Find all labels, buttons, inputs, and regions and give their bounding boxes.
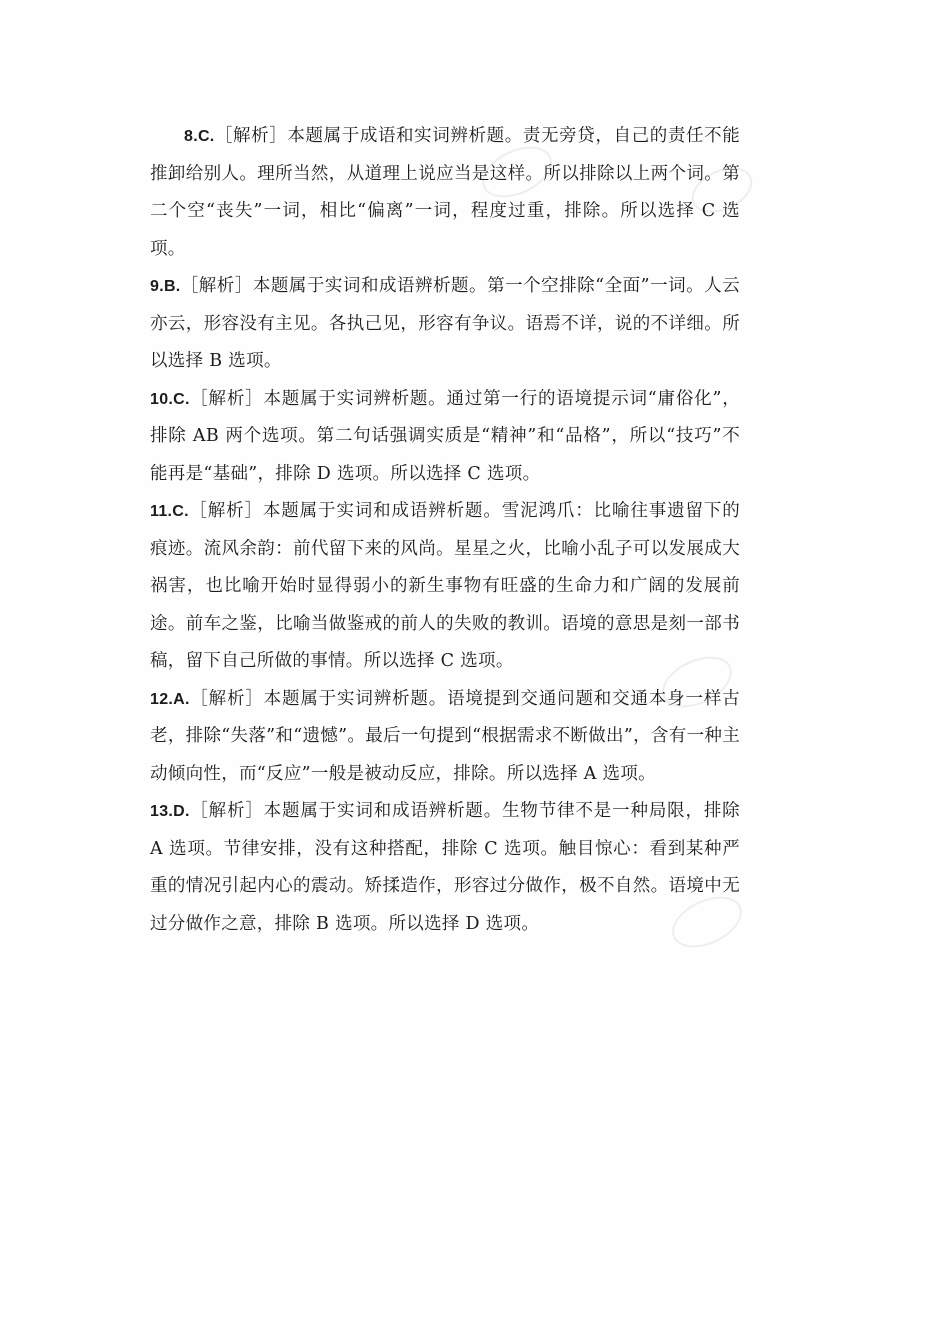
- explanation-text: 本题属于实词和成语辨析题。生物节律不是一种局限，排除 A 选项。节律安排，没有这种搭配，排除 C 选项。触目惊心：看到某种严重的情况引起内心的震动。矫揉造作，形容过分做作，极不自然。语境中无过分做作之意，排除 B 选项。所以选择 D 选项。: [150, 801, 740, 934]
- analysis-tag: ［解析］: [189, 388, 264, 409]
- explanation-entry: [150, 793, 740, 943]
- explanation-text: 本题属于成语和实词辨析题。责无旁贷，自己的责任不能推卸给别人。理所当然，从道理上说应当是这样。所以排除以上两个词。第二个空“丧失”一词，相比“偏离”一词，程度过重，排除。所以选择 C 选项。: [150, 126, 740, 259]
- analysis-tag: ［解析］: [180, 276, 253, 296]
- answer-explanations: [150, 118, 740, 943]
- analysis-tag: ［解析］: [189, 801, 264, 821]
- analysis-tag: ［解析］: [189, 688, 264, 709]
- question-number: 10.C.: [150, 390, 190, 408]
- analysis-tag: ［解析］: [214, 126, 288, 146]
- explanation-entry: [150, 381, 740, 494]
- explanation-entry: [150, 118, 740, 268]
- explanation-text: 本题属于实词辨析题。语境提到交通问题和交通本身一样古老，排除“失落”和“遗憾”。最后一句提到“根据需求不断做出”，含有一种主动倾向性，而“反应”一般是被动反应，排除。所以选择 A 选项。: [150, 688, 740, 784]
- question-number: 8.C.: [184, 128, 215, 145]
- question-number: 11.C.: [150, 503, 189, 520]
- explanation-entry: [150, 681, 740, 794]
- explanation-text: 本题属于实词和成语辨析题。第一个空排除“全面”一词。人云亦云，形容没有主见。各执己见，形容有争议。语焉不详，说的不详细。所以选择 B 选项。: [150, 276, 741, 371]
- question-number: 13.D.: [150, 803, 190, 820]
- explanation-text: 本题属于实词和成语辨析题。雪泥鸿爪：比喻往事遗留下的痕迹。流风余韵：前代留下来的风尚。星星之火，比喻小乱子可以发展成大祸害，也比喻开始时显得弱小的新生事物有旺盛的生命力和广阔的发展前途。前车之鉴，比喻当做鉴戒的前人的失败的教训。语境的意思是刻一部书稿，留下自己所做的事情。所以选择 C 选项。: [150, 501, 740, 671]
- analysis-tag: ［解析］: [188, 501, 263, 521]
- explanation-entry: [150, 268, 740, 381]
- explanation-entry: [150, 493, 740, 681]
- explanation-text: 本题属于实词辨析题。通过第一行的语境提示词“庸俗化”，排除 AB 两个选项。第二句话强调实质是“精神”和“品格”，所以“技巧”不能再是“基础”，排除 D 选项。所以选择 C 选项。: [150, 388, 740, 484]
- question-number: 12.A.: [150, 690, 190, 708]
- question-number: 9.B.: [150, 278, 181, 295]
